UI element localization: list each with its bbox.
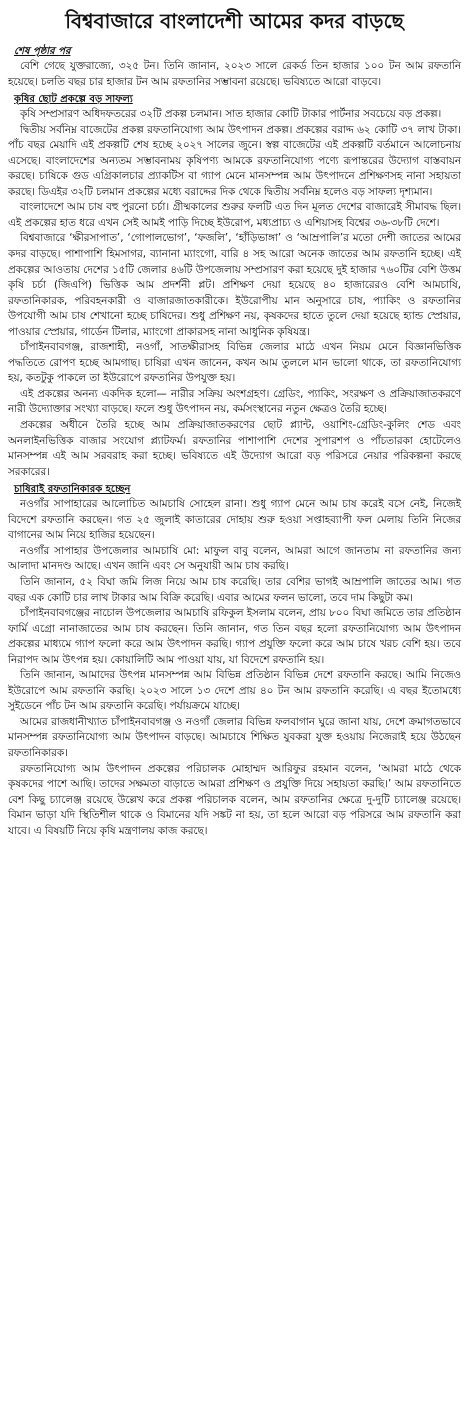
body-paragraph: বাংলাদেশে আম চাষ বহু পুরনো চর্চা। গ্রীষ্মকালের শুরুর ফলটি এত দিন মূলত দেশের বাজারেই সীমাবদ্ধ ছিল। এই প্রকল্পের হাত ধরে এখন সেই আমই পাড়ি দিচ্ছে ইউরোপ, মধ্যপ্রাচ্য ও এশিয়াসহ বিশ্বের ৩৬-৩৮টি দেশে। [8,201,461,229]
body-paragraph: কৃষি সম্প্রসারণ অধিদফতরের ৩২টি প্রকল্প চলমান। সাত হাজার কোটি টাকার পার্টনার সবচেয়ে বড় প্রকল্প। [20,108,442,121]
intro-paragraph: বেশি গেছে যুক্তরাজ্যে, ৩২৫ টন। তিনি জানান, ২০২৩ সালে রেকর্ড তিন হাজার ১০০ টন আম রফতানি হয়েছে। চলতি বছর চার হাজার টন আম রফতানির সম্ভাবনা রয়েছে। ভবিষ্যতে আরো বাড়বে। [8,60,461,88]
article-headline: বিশ্ববাজারে বাংলাদেশী আমের কদর বাড়ছে [65,9,404,33]
section-heading-farmers-exporters: চাষিরাই রফতানিকারক হচ্ছেন [14,484,131,496]
body-paragraph: দ্বিতীয় সর্বনিম্ন বাজেটের প্রকল্প রফতানিযোগ্য আম উৎপাদন প্রকল্প। প্রকল্পের বরাদ্দ ৬২ কোটি ৩৭ লাখ টাকা। পাঁচ বছর মেয়াদি এই প্রকল্পটি শেষ হচ্ছে ২০২৭ সালের জুনে। স্বল্প বাজেটের এই প্রকল্পটি বর্তমানে আলোচনায় এসেছে। বাংলাদেশের অন্যতম সম্ভাবনাময় কৃষিপণ্য আমকে রফতানিযোগ্য পণ্যে রূপান্তরের উদ্যোগ বাস্তবায়ন করছে। চাষিকে গুড এগ্রিকালচার প্র্যাকটিস বা গ্যাপ মেনে মানসম্পন্ন আম উৎপাদনে প্রশিক্ষণসহ নানা সহায়তা করছে। ডিএইর ৩২টি চলমান প্রকল্পের মধ্যে বরাদ্দের দিক থেকে দ্বিতীয় সর্বনিম্ন হলেও বড় সাফল্য দৃশ্যমান। [8,123,461,198]
body-paragraph: নওগাঁর সাপাহার উপজেলার আমচাষি মো: মাফুল বাবু বলেন, আমরা আগে জানতাম না রফতানির জন্য আলাদা মানদণ্ড আছে। এখন জানি এবং সে অনুযায়ী আম চাষ করছি। [8,544,461,573]
body-paragraph: চাঁপাইনবাবগঞ্জ, রাজশাহী, নওগাঁ, সাতক্ষীরাসহ বিভিন্ন জেলার মাঠে এখন নিয়ম মেনে বিজ্ঞানভিত্তিক পদ্ধতিতে রোপণ হচ্ছে আমগাছ। চাষিরা এখন জানেন, কখন আম তুললে মান ভালো থাকে, তা রফতানিযোগ্য হয়, কতটুকু পাকলে তা ইউরোপে রফতানির উপযুক্ত হয়। [8,341,461,385]
body-paragraph: তিনি জানান, আমাদের উৎপন্ন মানসম্পন্ন আম বিভিন্ন প্রতিষ্ঠান বিভিন্ন দেশে রফতানি করছে। আমি নিজেও ইউরোপে আম রফতানি করছি। ২০২৩ সালে ১৩ দেশে প্রায় ৪০ টন আম রফতানি করেছি। এ বছর ইতোমধ্যে সুইডেনে পাঁচ টন আম রফতানি করেছি। পর্যায়ক্রমে যাচ্ছে। [8,669,461,713]
body-paragraph: রফতানিযোগ্য আম উৎপাদন প্রকল্পের পরিচালক মোহাম্মদ আরিফুর রহমান বলেন, ‘আমরা মাঠে থেকে কৃষকদের পাশে আছি। তাদের সক্ষমতা বাড়াতে আমরা প্রশিক্ষণ ও প্রযুক্তি দিয়ে সহায়তা করছি।’ আম রফতানিতে বেশ কিছু চ্যালেঞ্জ রয়েছে উল্লেখ করে প্রকল্প পরিচালক বলেন, আম রফতানির ক্ষেত্রে দু-দুটি চ্যালেঞ্জ রয়েছে। বিমান ভাড়া যদি স্থিতিশীল থাকে ও বিমানের যদি সঙ্কট না হয়, তা হলে আরো বড় পরিসরে আম রফতানি করা যাবে। এ বিষয়টি নিয়ে কৃষি মন্ত্রণালয় কাজ করছে। [8,762,461,837]
body-paragraph: নওগাঁর সাপাহারের আলোচিত আমচাষি সোহেল রানা। শুধু গ্যাপ মেনে আম চাষ করেই বসে নেই, নিজেই বিদেশে রফতানি করছেন। গত ২৫ জুলাই কাতারের দোহায় শুরু হওয়া সপ্তাহব্যাপী ফল মেলায় তিনি নিজের বাগানের আম নিয়ে হাজির হয়েছেন। [8,498,461,542]
continuation-note: শেষ পৃষ্ঠার পর [14,46,71,57]
body-paragraph: চাঁপাইনবাবগঞ্জের নাচোল উপজেলার আমচাষি রফিকুল ইসলাম বলেন, প্রায় ৮০০ বিঘা জমিতে তার প্রতিষ্ঠান ফার্মি এগ্রো নানাজাতের আম চাষ করছেন। তিনি জানান, গত তিন বছর হলো রফতানিযোগ্য আম উৎপাদন প্রকল্পের মাধ্যমে গ্যাপ ফলো করে আম উৎপাদন করছি। গ্যাপ প্রযুক্তি ফলো করে আম চাষে খরচ বেশি হয়। তবে নিরাপদ আম উৎপন্ন হয়। কোয়ালিটি আম পাওয়া যায়, যা বিদেশে রফতানি হয়। [8,607,461,666]
body-paragraph: এই প্রকল্পের অনন্য একদিক হলো— নারীর সক্রিয় অংশগ্রহণ। গ্রেডিং, প্যাকিং, সংরক্ষণ ও প্রক্রিয়াজাতকরণে নারী উদ্যোক্তার সংখ্যা বাড়ছে। ফলে শুধু উৎপাদন নয়, কর্মসংস্থানের নতুন ক্ষেত্রও তৈরি হচ্ছে। [8,387,461,416]
body-paragraph: তিনি জানান, ৫২ বিঘা জমি লিজ নিয়ে আম চাষ করেছি। তার বেশির ভাগই আম্রপালি জাতের আম। গত বছর এক কোটি চার লাখ টাকার আম বিক্রি করেছি। এবার আমের ফলন ভালো, তবে দাম কিছুটা কম। [8,575,461,604]
body-paragraph: প্রকল্পের অধীনে তৈরি হচ্ছে আম প্রক্রিয়াজাতকরণের ছোট প্ল্যান্ট, ওয়াশিং-গ্রেডিং-কুলিং শেড এবং অনলাইনভিত্তিক বাজার সংযোগ প্ল্যাটফর্ম। রফতানির পাশাপাশি দেশের সুপারশপ ও পাঁচতারকা হোটেলেও মানসম্পন্ন এই আম সরবরাহ করা হচ্ছে। ভবিষ্যতে এই উদ্যোগ আরো বড় পরিসরে নেয়ার পরিকল্পনা করছে সরকারের। [8,419,461,478]
body-paragraph: আমের রাজধানীখ্যাত চাঁপাইনবাবগঞ্জ ও নওগাঁ জেলার বিভিন্ন ফলবাগান ঘুরে জানা যায়, দেশে ক্রমাগতভাবে মানসম্পন্ন রফতানিযোগ্য আম উৎপাদন বাড়ছে। আমচাষে শিক্ষিত যুবকরা যুক্ত হওয়ায় নিজেরাই হয়ে উঠছেন রফতানিকারক। [8,715,461,759]
section-body-farmers-exporters [8,497,461,839]
section-heading-small-project-success: কৃষির ছোট প্রকল্পে বড় সাফল্য [14,94,133,106]
section-body-small-project-success [8,107,461,480]
body-paragraph: বিশ্ববাজারে ‘ক্ষীরসাপাত’, ‘গোপালভোগ’, ‘ফজলি’, ‘হাঁড়িভাঙ্গা’ ও ‘আম্রপালি’র মতো দেশী জাতের আমের কদর বাড়ছে। পাশাপাশি হিমসাগর, ব্যানানা ম্যাংগো, বারি ৪ সহ আরো অনেক জাতের আম রফতানি হচ্ছে। এই প্রকল্পের আওতায় দেশের ১৫টি জেলার ৪৬টি উপজেলায় সম্প্রসারণ করা হয়েছে দুই হাজার ৭৬০টির বেশি উত্তম কৃষি চর্চা (জিএপি) ভিত্তিক আম প্রদর্শনী প্লট। প্রশিক্ষণ দেয়া হয়েছে ৪০ হাজারেরও বেশি আমচাষি, রফতানিকারক, পরিবহনকারী ও বাজারজাতকারীকে। ইউরোপীয় মান অনুসারে চাষ, প্যাকিং ও রফতানির উপযোগী আম চাষ শেখানো হচ্ছে চাষিদের। শুধু প্রশিক্ষণ নয়, কৃষকদের হাতে তুলে দেয়া হয়েছে হ্যান্ড স্প্রেয়ার, পাওয়ার স্প্রেয়ার, গার্ডেন টিলার, ম্যাংগো প্রাকারসহ নানা আধুনিক কৃষিযন্ত্র। [8,232,461,338]
